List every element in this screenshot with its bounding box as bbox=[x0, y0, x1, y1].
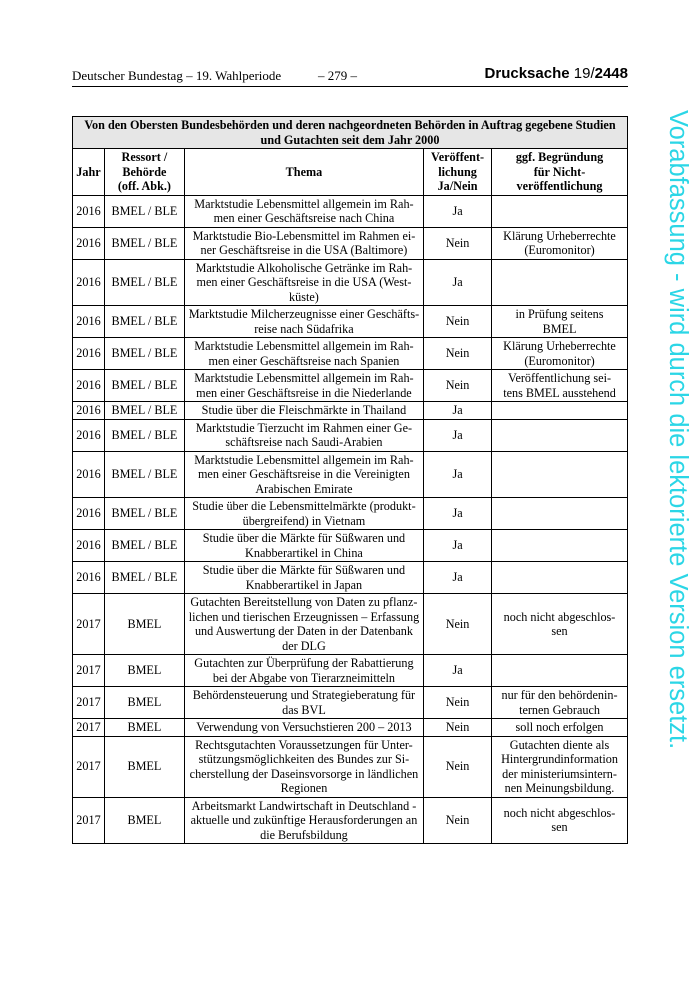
cell-veroeffentlichung: Ja bbox=[424, 451, 492, 498]
cell-begruendung bbox=[492, 338, 628, 370]
cell-begruendung-line: noch nicht abgeschlos- bbox=[503, 805, 616, 820]
cell-thema-line: die Berufsbildung bbox=[260, 827, 348, 842]
cell-thema-line: Knabberartikel in Japan bbox=[245, 577, 363, 592]
table-title: Von den Obersten Bundesbehörden und deren nachgeordneten Behörden in Auftrag gegebene Studien und Gutachten seit dem Jahr 2000 bbox=[73, 117, 628, 149]
cell-begruendung-line: Klärung Urheberrechte bbox=[503, 228, 616, 243]
cell-thema-line: und Auswertung der Daten in der Datenbank bbox=[194, 624, 413, 638]
cell-begruendung-line: ternen Gebrauch bbox=[519, 702, 600, 717]
table-row bbox=[73, 306, 628, 338]
cell-thema-line: küste) bbox=[289, 289, 319, 304]
cell-thema bbox=[184, 402, 423, 420]
cell-thema bbox=[184, 259, 423, 306]
cell-thema-line: stützungsmöglichkeiten des Bundes zur Si- bbox=[198, 752, 410, 766]
cell-ressort: BMEL / BLE bbox=[104, 306, 184, 338]
cell-thema-line: Studie über die Märkte für Süßwaren und bbox=[202, 563, 406, 577]
cell-jahr: 2016 bbox=[73, 530, 105, 562]
cell-thema-line: reise nach Südafrika bbox=[254, 321, 354, 336]
cell-thema bbox=[184, 530, 423, 562]
cell-thema bbox=[184, 562, 423, 594]
cell-thema-line: Arbeitsmarkt Landwirtschaft in Deutschland - bbox=[191, 798, 417, 813]
cell-jahr: 2016 bbox=[73, 498, 105, 530]
cell-thema-line: Marktstudie Bio-Lebensmittel im Rahmen ei- bbox=[192, 228, 416, 243]
cell-thema-line: Verwendung von Versuchstieren 200 – 2013 bbox=[196, 720, 412, 734]
cell-thema-line: cherstellung der Daseinsvorsorge in ländlichen bbox=[189, 766, 419, 781]
cell-jahr: 2016 bbox=[73, 419, 105, 451]
table-row bbox=[73, 498, 628, 530]
cell-begruendung bbox=[492, 687, 628, 719]
cell-thema-line: Gutachten zur Überprüfung der Rabattierung bbox=[194, 656, 414, 670]
cell-begruendung-line: der ministeriumsintern- bbox=[502, 766, 617, 781]
table-body bbox=[73, 195, 628, 844]
column-header-thema: Thema bbox=[184, 149, 423, 196]
cell-begruendung bbox=[492, 259, 628, 306]
header-doc-number: 2448 bbox=[594, 65, 628, 82]
cell-ressort: BMEL / BLE bbox=[104, 195, 184, 227]
cell-begruendung-line: (Euromonitor) bbox=[524, 243, 595, 257]
cell-begruendung bbox=[492, 719, 628, 737]
table-row bbox=[73, 451, 628, 498]
table-row bbox=[73, 736, 628, 797]
cell-thema bbox=[184, 338, 423, 370]
column-header-begruendung bbox=[492, 149, 628, 196]
cell-begruendung-line: BMEL bbox=[542, 321, 577, 336]
table-row bbox=[73, 259, 628, 306]
cell-veroeffentlichung: Ja bbox=[424, 402, 492, 420]
column-header-line: ggf. Begründung bbox=[515, 150, 604, 164]
cell-veroeffentlichung: Ja bbox=[424, 530, 492, 562]
cell-veroeffentlichung: Ja bbox=[424, 419, 492, 451]
cell-veroeffentlichung: Ja bbox=[424, 498, 492, 530]
column-header-line: Behörde bbox=[122, 164, 167, 179]
table-row bbox=[73, 419, 628, 451]
cell-thema-line: Knabberartikel in China bbox=[245, 545, 363, 560]
cell-begruendung-line: in Prüfung seitens bbox=[515, 307, 604, 321]
cell-begruendung-line: Gutachten diente als bbox=[509, 737, 610, 752]
header-doc-number-prefix: 19/ bbox=[573, 65, 595, 82]
cell-ressort: BMEL / BLE bbox=[104, 451, 184, 498]
draft-notice bbox=[658, 110, 698, 910]
cell-ressort: BMEL / BLE bbox=[104, 530, 184, 562]
cell-thema-line: Marktstudie Milcherzeugnisse einer Geschäfts- bbox=[188, 307, 420, 321]
cell-thema-line: men einer Geschäftsreise nach Spanien bbox=[208, 353, 400, 368]
header-page-number: – 279 – bbox=[318, 68, 357, 83]
cell-thema-line: der DLG bbox=[282, 638, 326, 653]
cell-begruendung-line: sen bbox=[551, 624, 568, 638]
cell-ressort: BMEL / BLE bbox=[104, 259, 184, 306]
cell-veroeffentlichung: Ja bbox=[424, 562, 492, 594]
cell-thema bbox=[184, 451, 423, 498]
cell-thema bbox=[184, 419, 423, 451]
cell-begruendung bbox=[492, 797, 628, 844]
table-row bbox=[73, 227, 628, 259]
cell-veroeffentlichung: Nein bbox=[424, 338, 492, 370]
cell-thema-line: Marktstudie Lebensmittel allgemein im Rah- bbox=[194, 196, 414, 211]
cell-thema-line: ner Geschäftsreise in die USA (Baltimore) bbox=[200, 243, 408, 257]
cell-thema bbox=[184, 227, 423, 259]
cell-jahr: 2016 bbox=[73, 451, 105, 498]
table-row bbox=[73, 370, 628, 402]
cell-jahr: 2016 bbox=[73, 562, 105, 594]
cell-begruendung bbox=[492, 227, 628, 259]
cell-begruendung bbox=[492, 498, 628, 530]
cell-veroeffentlichung: Nein bbox=[424, 719, 492, 737]
cell-jahr: 2016 bbox=[73, 227, 105, 259]
cell-begruendung-line: (Euromonitor) bbox=[524, 353, 595, 368]
cell-begruendung bbox=[492, 195, 628, 227]
cell-begruendung bbox=[492, 451, 628, 498]
cell-thema-line: Arabischen Emirate bbox=[255, 481, 353, 496]
cell-thema-line: Studie über die Fleischmärkte in Thailand bbox=[201, 403, 407, 417]
table-row bbox=[73, 562, 628, 594]
cell-ressort: BMEL / BLE bbox=[104, 419, 184, 451]
cell-thema-line: lichen und tierischen Erzeugnissen – Erfassung bbox=[188, 609, 420, 624]
cell-begruendung bbox=[492, 306, 628, 338]
cell-ressort: BMEL bbox=[104, 797, 184, 844]
table-row bbox=[73, 655, 628, 687]
cell-veroeffentlichung: Nein bbox=[424, 306, 492, 338]
cell-thema-line: Behördensteuerung und Strategieberatung für bbox=[192, 688, 416, 702]
cell-ressort: BMEL / BLE bbox=[104, 227, 184, 259]
cell-thema-line: Studie über die Lebensmittelmärkte (produkt- bbox=[192, 499, 416, 513]
cell-begruendung-line: nur für den behördenin- bbox=[501, 688, 618, 702]
cell-jahr: 2017 bbox=[73, 687, 105, 719]
cell-begruendung-line: soll noch erfolgen bbox=[515, 720, 604, 734]
column-header-line: für Nicht- bbox=[533, 164, 586, 179]
cell-ressort: BMEL / BLE bbox=[104, 562, 184, 594]
cell-thema-line: men einer Geschäftsreise in die Niederlande bbox=[196, 385, 412, 400]
cell-begruendung-line: noch nicht abgeschlos- bbox=[503, 609, 616, 624]
cell-thema bbox=[184, 687, 423, 719]
cell-veroeffentlichung: Ja bbox=[424, 259, 492, 306]
cell-jahr: 2016 bbox=[73, 259, 105, 306]
cell-begruendung bbox=[492, 594, 628, 655]
cell-jahr: 2017 bbox=[73, 594, 105, 655]
column-header-ressort bbox=[104, 149, 184, 196]
header-doc-label: Drucksache bbox=[484, 65, 570, 82]
cell-thema-line: Marktstudie Lebensmittel allgemein im Rah- bbox=[194, 371, 414, 385]
cell-thema-line: Marktstudie Tierzucht im Rahmen einer Ge- bbox=[195, 420, 413, 435]
cell-begruendung bbox=[492, 562, 628, 594]
table-row bbox=[73, 530, 628, 562]
cell-thema-line: Marktstudie Lebensmittel allgemein im Rah- bbox=[194, 452, 414, 467]
cell-jahr: 2016 bbox=[73, 402, 105, 420]
column-header-line: veröffentlichung bbox=[516, 179, 603, 193]
table-row bbox=[73, 719, 628, 737]
cell-thema-line: Studie über die Märkte für Süßwaren und bbox=[202, 531, 406, 545]
cell-thema-line: Gutachten Bereitstellung von Daten zu pflanz- bbox=[190, 595, 418, 609]
cell-ressort: BMEL bbox=[104, 736, 184, 797]
cell-thema-line: Regionen bbox=[280, 781, 328, 795]
cell-jahr: 2016 bbox=[73, 195, 105, 227]
cell-veroeffentlichung: Nein bbox=[424, 370, 492, 402]
cell-thema-line: men einer Geschäftsreise in die Vereinigten bbox=[197, 467, 410, 481]
column-header-jahr: Jahr bbox=[73, 149, 105, 196]
column-header-line: lichung bbox=[438, 164, 477, 179]
cell-thema bbox=[184, 736, 423, 797]
cell-veroeffentlichung: Nein bbox=[424, 227, 492, 259]
column-header-line: Veröffent- bbox=[431, 150, 485, 164]
cell-thema-line: übergreifend) in Vietnam bbox=[242, 513, 366, 528]
cell-veroeffentlichung: Nein bbox=[424, 687, 492, 719]
column-header-line: (off. Abk.) bbox=[117, 179, 171, 193]
draft-notice-text: Vorabfassung - wird durch die lektorierte Version ersetzt. bbox=[664, 110, 692, 750]
cell-ressort: BMEL bbox=[104, 655, 184, 687]
cell-begruendung-line: sen bbox=[551, 820, 568, 835]
column-header-veroeffentlichung bbox=[424, 149, 492, 196]
cell-thema bbox=[184, 370, 423, 402]
cell-begruendung bbox=[492, 655, 628, 687]
studies-table bbox=[72, 116, 628, 844]
cell-ressort: BMEL bbox=[104, 719, 184, 737]
cell-begruendung bbox=[492, 736, 628, 797]
cell-begruendung-line: Klärung Urheberrechte bbox=[503, 339, 616, 353]
table-row bbox=[73, 687, 628, 719]
cell-begruendung-line: nen Meinungsbildung. bbox=[504, 781, 615, 795]
cell-jahr: 2017 bbox=[73, 655, 105, 687]
table-row bbox=[73, 402, 628, 420]
header-document-number bbox=[485, 65, 628, 82]
cell-jahr: 2017 bbox=[73, 719, 105, 737]
header-parliament: Deutscher Bundestag – 19. Wahlperiode bbox=[72, 68, 282, 83]
cell-thema bbox=[184, 655, 423, 687]
cell-jahr: 2017 bbox=[73, 797, 105, 844]
cell-thema bbox=[184, 498, 423, 530]
cell-jahr: 2016 bbox=[73, 306, 105, 338]
cell-thema-line: men einer Geschäftsreise in die USA (West- bbox=[196, 275, 412, 289]
table-row bbox=[73, 338, 628, 370]
cell-begruendung bbox=[492, 530, 628, 562]
cell-ressort: BMEL / BLE bbox=[104, 498, 184, 530]
cell-veroeffentlichung: Nein bbox=[424, 736, 492, 797]
cell-veroeffentlichung: Nein bbox=[424, 797, 492, 844]
table-row bbox=[73, 797, 628, 844]
cell-thema-line: Marktstudie Lebensmittel allgemein im Rah- bbox=[194, 339, 414, 353]
cell-thema-line: schäftsreise nach Saudi-Arabien bbox=[225, 435, 383, 449]
cell-begruendung bbox=[492, 370, 628, 402]
cell-thema-line: men einer Geschäftsreise nach China bbox=[213, 211, 395, 225]
table-row bbox=[73, 195, 628, 227]
cell-jahr: 2017 bbox=[73, 736, 105, 797]
cell-begruendung bbox=[492, 419, 628, 451]
cell-ressort: BMEL bbox=[104, 687, 184, 719]
cell-begruendung bbox=[492, 402, 628, 420]
cell-thema bbox=[184, 797, 423, 844]
cell-begruendung-line: Veröffentlichung sei- bbox=[508, 371, 612, 385]
cell-veroeffentlichung: Ja bbox=[424, 655, 492, 687]
page-header bbox=[72, 65, 628, 87]
cell-thema-line: das BVL bbox=[282, 702, 326, 717]
column-header-line: Ressort / bbox=[121, 150, 168, 164]
cell-begruendung-line: Hintergrundinformation bbox=[501, 752, 618, 766]
cell-jahr: 2016 bbox=[73, 338, 105, 370]
column-header-line: Ja/Nein bbox=[437, 179, 478, 193]
cell-ressort: BMEL / BLE bbox=[104, 402, 184, 420]
cell-thema bbox=[184, 195, 423, 227]
table-row bbox=[73, 594, 628, 655]
cell-thema bbox=[184, 594, 423, 655]
table-header-row bbox=[73, 149, 628, 196]
cell-veroeffentlichung: Ja bbox=[424, 195, 492, 227]
cell-ressort: BMEL / BLE bbox=[104, 370, 184, 402]
cell-veroeffentlichung: Nein bbox=[424, 594, 492, 655]
cell-thema bbox=[184, 306, 423, 338]
cell-ressort: BMEL bbox=[104, 594, 184, 655]
cell-ressort: BMEL / BLE bbox=[104, 338, 184, 370]
cell-thema-line: aktuelle und zukünftige Herausforderungen an bbox=[190, 813, 418, 827]
cell-jahr: 2016 bbox=[73, 370, 105, 402]
cell-thema-line: bei der Abgabe von Tierarzneimitteln bbox=[212, 670, 395, 685]
cell-thema bbox=[184, 719, 423, 737]
cell-thema-line: Rechtsgutachten Voraussetzungen für Unter- bbox=[195, 737, 413, 752]
cell-thema-line: Marktstudie Alkoholische Getränke im Rah- bbox=[195, 260, 413, 275]
cell-begruendung-line: tens BMEL ausstehend bbox=[503, 385, 616, 400]
